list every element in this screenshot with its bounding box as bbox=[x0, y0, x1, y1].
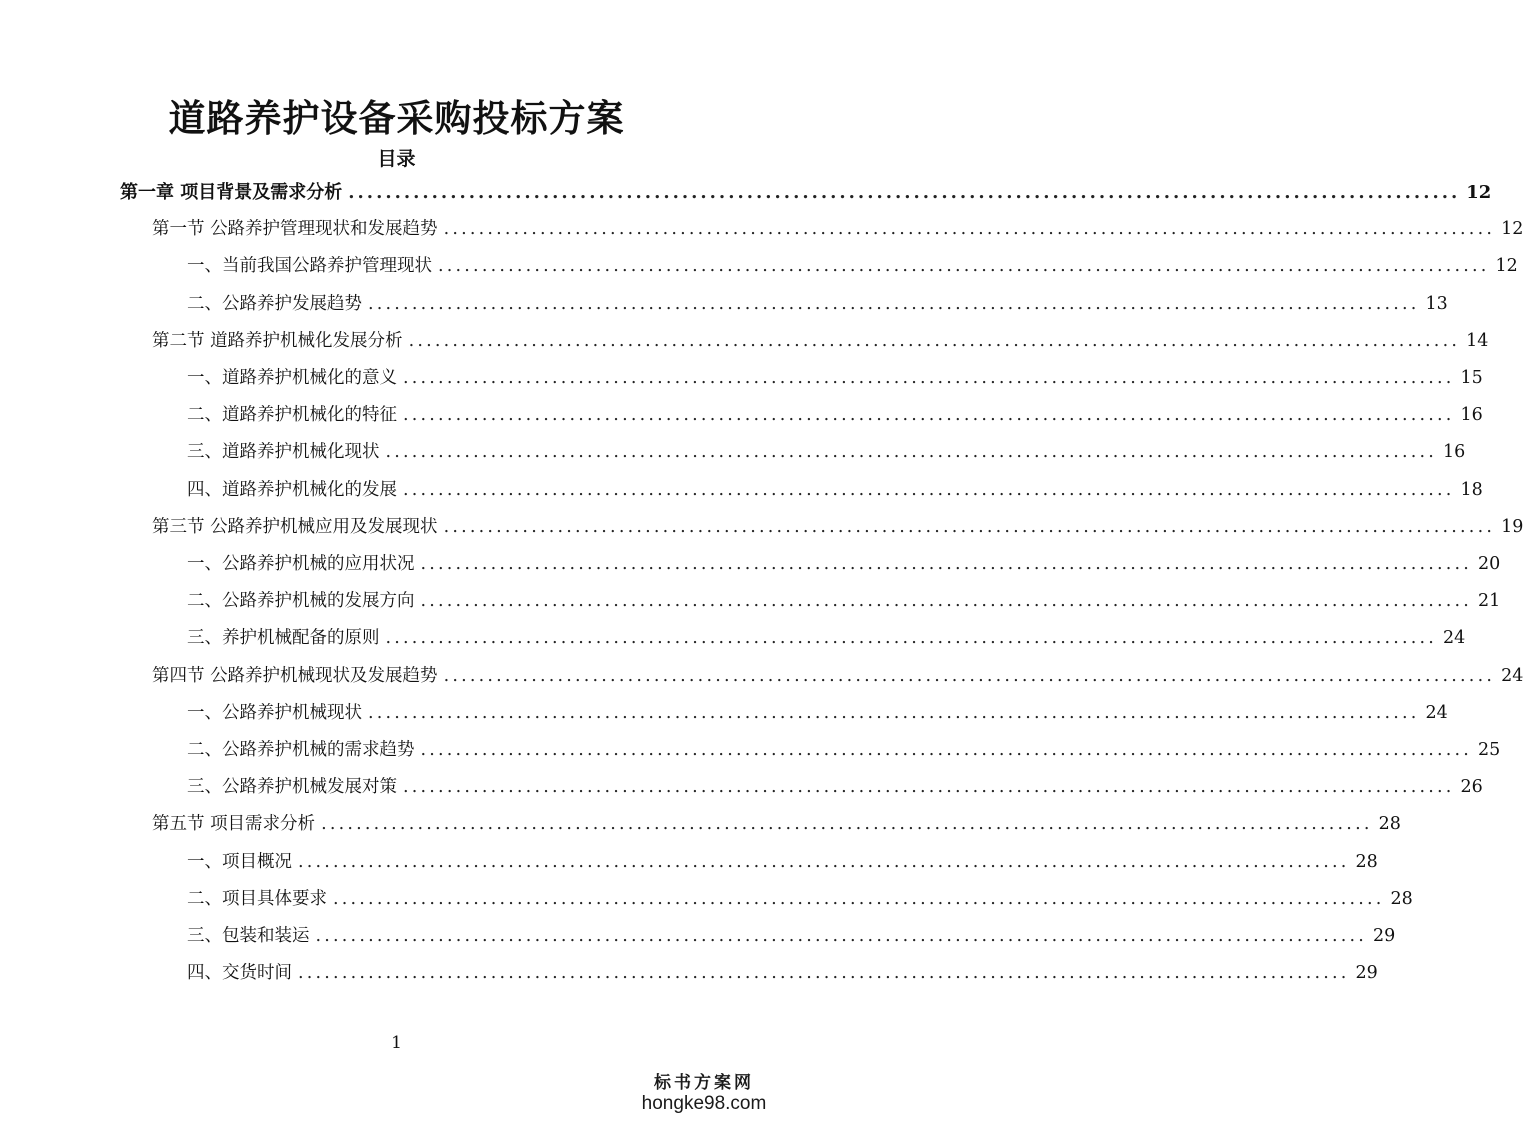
toc-entry-page: 16 bbox=[1460, 405, 1483, 426]
toc-entry-label: 四、道路养护机械化的发展 bbox=[187, 479, 397, 500]
toc-entry-page: 20 bbox=[1478, 554, 1501, 574]
toc-entry-page: 25 bbox=[1478, 740, 1501, 760]
toc-entry-label: 一、道路养护机械化的意义 bbox=[187, 368, 397, 388]
toc-leader-dots: ........................................................................................................................ bbox=[348, 182, 1461, 203]
toc-leader-dots: ........................................................................................................................ bbox=[298, 851, 1350, 872]
toc-leader-dots: ........................................................................................................................ bbox=[438, 256, 1490, 277]
toc-leader-dots: ........................................................................................................................ bbox=[408, 330, 1461, 351]
toc-section-entry bbox=[152, 211, 1523, 248]
toc-entry-label: 二、项目具体要求 bbox=[187, 888, 327, 909]
toc-section-entry bbox=[152, 509, 1523, 546]
toc-entry-page: 19 bbox=[1501, 516, 1523, 537]
toc-entry-page: 14 bbox=[1466, 330, 1489, 351]
toc-leader-dots: ........................................................................................................................ bbox=[443, 665, 1496, 686]
toc-section-entry bbox=[152, 323, 1489, 360]
toc-entry-label: 三、道路养护机械化现状 bbox=[187, 442, 380, 463]
toc-leader-dots: ........................................................................................................................ bbox=[333, 888, 1385, 909]
page-number: 1 bbox=[391, 1033, 402, 1053]
toc-subsection-entry bbox=[187, 918, 1396, 955]
toc-leader-dots: ........................................................................................................................ bbox=[443, 516, 1496, 537]
toc-entry-label: 第四节 公路养护机械现状及发展趋势 bbox=[152, 665, 438, 686]
toc-subsection-entry bbox=[187, 732, 1501, 769]
toc-entry-label: 二、公路养护发展趋势 bbox=[187, 293, 362, 314]
toc-entry-page: 26 bbox=[1460, 777, 1483, 798]
toc-entry-label: 一、项目概况 bbox=[187, 851, 292, 872]
toc-leader-dots: ........................................................................................................................ bbox=[315, 926, 1368, 946]
toc-entry-page: 18 bbox=[1460, 479, 1483, 500]
toc-leader-dots: ........................................................................................................................ bbox=[420, 554, 1473, 574]
watermark-en-text: hongke98.com bbox=[641, 1093, 767, 1114]
toc-subsection-entry bbox=[187, 397, 1483, 434]
toc-entry-page: 13 bbox=[1425, 293, 1448, 314]
toc-subsection-entry bbox=[187, 472, 1483, 509]
toc-entry-page: 29 bbox=[1355, 963, 1378, 984]
toc-subsection-entry bbox=[187, 844, 1378, 881]
toc-entry-label: 二、公路养护机械的需求趋势 bbox=[187, 740, 415, 760]
toc-subsection-entry bbox=[187, 286, 1448, 323]
toc-leader-dots: ........................................................................................................................ bbox=[403, 479, 1455, 500]
toc-leader-dots: ........................................................................................................................ bbox=[403, 405, 1455, 426]
toc-subsection-entry bbox=[187, 955, 1378, 992]
toc-subsection-entry bbox=[187, 769, 1483, 806]
toc-entry-label: 第一章 项目背景及需求分析 bbox=[120, 182, 343, 203]
toc-leader-dots: ........................................................................................................................ bbox=[420, 740, 1473, 760]
toc-entry-label: 第五节 项目需求分析 bbox=[152, 814, 316, 835]
toc-section-entry bbox=[152, 658, 1523, 695]
toc-entry-page: 28 bbox=[1355, 851, 1378, 872]
toc-entry-label: 二、公路养护机械的发展方向 bbox=[187, 591, 415, 612]
toc-leader-dots: ........................................................................................................................ bbox=[385, 628, 1438, 649]
toc-entry-label: 四、交货时间 bbox=[187, 963, 292, 984]
toc-entry-label: 三、包装和装运 bbox=[187, 926, 310, 946]
toc-entry-label: 三、养护机械配备的原则 bbox=[187, 628, 380, 649]
toc-heading: 目录 bbox=[377, 148, 416, 170]
toc-subsection-entry bbox=[187, 546, 1501, 583]
toc-entry-page: 12 bbox=[1501, 219, 1523, 240]
toc-entry-label: 一、公路养护机械的应用状况 bbox=[187, 554, 415, 574]
toc-entry-page: 12 bbox=[1466, 182, 1492, 203]
toc-subsection-entry bbox=[187, 360, 1483, 397]
toc-chapter-entry bbox=[120, 174, 1492, 211]
toc-entry-page: 15 bbox=[1460, 368, 1483, 388]
toc-entry-page: 29 bbox=[1373, 926, 1396, 946]
toc-leader-dots: ........................................................................................................................ bbox=[368, 293, 1420, 314]
toc-subsection-entry bbox=[187, 248, 1518, 285]
toc-leader-dots: ........................................................................................................................ bbox=[298, 963, 1350, 984]
toc-leader-dots: ........................................................................................................................ bbox=[321, 814, 1373, 835]
toc-leader-dots: ........................................................................................................................ bbox=[403, 368, 1455, 388]
toc-entry-label: 二、道路养护机械化的特征 bbox=[187, 405, 397, 426]
toc-leader-dots: ........................................................................................................................ bbox=[403, 777, 1455, 798]
toc-entry-page: 24 bbox=[1425, 702, 1448, 723]
toc-leader-dots: ........................................................................................................................ bbox=[443, 219, 1496, 240]
toc-leader-dots: ........................................................................................................................ bbox=[420, 591, 1473, 612]
toc-entry-page: 28 bbox=[1390, 888, 1413, 909]
toc-entry-page: 16 bbox=[1443, 442, 1466, 463]
toc-entry-page: 21 bbox=[1478, 591, 1501, 612]
toc-entry-label: 第三节 公路养护机械应用及发展现状 bbox=[152, 516, 438, 537]
toc-entry-page: 28 bbox=[1378, 814, 1401, 835]
toc-leader-dots: ........................................................................................................................ bbox=[385, 442, 1438, 463]
watermark bbox=[629, 1068, 779, 1115]
toc-entry-page: 24 bbox=[1443, 628, 1466, 649]
toc-entry-page: 12 bbox=[1495, 256, 1518, 277]
toc-entry-label: 第一节 公路养护管理现状和发展趋势 bbox=[152, 219, 438, 240]
toc-subsection-entry bbox=[187, 881, 1413, 918]
toc-leader-dots: ........................................................................................................................ bbox=[368, 702, 1420, 723]
toc-section-entry bbox=[152, 806, 1401, 843]
toc-subsection-entry bbox=[187, 583, 1501, 620]
toc-entry-page: 24 bbox=[1501, 665, 1523, 686]
toc-entry-label: 三、公路养护机械发展对策 bbox=[187, 777, 397, 798]
toc-entry-label: 一、当前我国公路养护管理现状 bbox=[187, 256, 432, 277]
toc-entry-label: 第二节 道路养护机械化发展分析 bbox=[152, 330, 403, 351]
watermark-cn-text: 标书方案网 bbox=[654, 1073, 754, 1093]
toc-subsection-entry bbox=[187, 620, 1466, 657]
toc-entry-label: 一、公路养护机械现状 bbox=[187, 702, 362, 723]
toc-subsection-entry bbox=[187, 434, 1466, 471]
toc-subsection-entry bbox=[187, 695, 1448, 732]
document-title: 道路养护设备采购投标方案 bbox=[168, 96, 625, 140]
